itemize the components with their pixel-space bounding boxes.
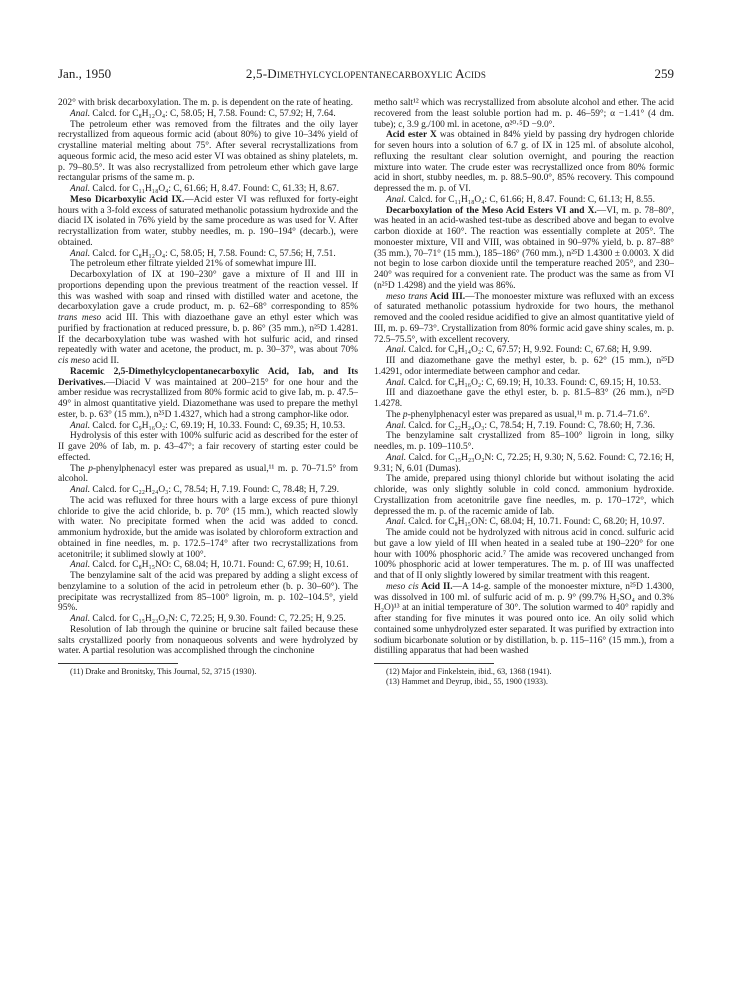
text-run: -phenylphenacyl ester was prepared as usual,¹¹ m. p. 71.4–71.6°. [407, 409, 650, 420]
text-run: Decarboxylation of the Meso Acid Esters VI and X. [386, 205, 597, 216]
paragraph [58, 431, 358, 463]
header-page-number: 259 [654, 66, 674, 81]
text-run: —VI, m. p. 78–80°, was heated in an acid-washed test-tube as described above and began to evolve carbon dioxide at 160°. The reaction was essentially complete at 205°. The monoester mixture, VII and VIII, was obtained in 90–97% yield, b. p. 87–88° (35 mm.), 70–71° (15 mm.), 185–186° (760 mm.), n²⁵D 1.4300 ± 0.0003. X did not begin to lose carbon dioxide until the temperature reached 205°, and 230–240° was required for a convenient rate. The product was the same as from VI (n²⁵D 1.4298) and the yield was 86%. [374, 205, 674, 291]
footnote-rule [58, 663, 178, 664]
paragraph [58, 120, 358, 185]
right-column-body [374, 98, 674, 657]
paragraph [374, 378, 674, 389]
footnote-rule [374, 663, 494, 664]
text-run: 202° with brisk decarboxylation. The m. p. is dependent on the rate of heating. [58, 98, 353, 108]
text-run: p [88, 463, 93, 474]
header-running-title: 2,5-Dimethylcyclopentanecarboxylic Acids [245, 66, 487, 81]
text-run: p [402, 409, 408, 420]
text-run: Anal. [70, 248, 91, 259]
text-run: meso trans [386, 291, 428, 302]
text-run: The benzylamine salt of the acid was prepared by adding a slight excess of benzylamine to a solution of the acid in petroleum ether (b. p. 30–60°). The precipitate was recrystallized from 85–100° ligroin, m. p. 102–104.5°, yield 95%. [58, 571, 358, 614]
text-run: The [70, 463, 89, 474]
paragraph [374, 453, 674, 475]
paragraph [58, 98, 358, 109]
paragraph [58, 184, 358, 195]
text-run: III and diazomethane gave the methyl ester, b. p. 62° (15 mm.), n²⁵D 1.4291, odor intermediate between camphor and cedar. [374, 356, 674, 377]
footnote: (11) Drake and Bronitsky, This Journal, 52, 3715 (1930). [70, 667, 257, 676]
paragraph [58, 421, 358, 432]
text-run: trans meso [58, 313, 102, 323]
text-run: Racemic 2,5-Dimethylcyclopentanecarboxylic Acid, Iab, and Its Derivatives. [58, 366, 358, 388]
text-run: Meso Dicarboxylic Acid IX. [70, 194, 185, 205]
paragraph [58, 249, 358, 260]
text-run: acid II. [90, 356, 119, 366]
paragraph [374, 474, 674, 517]
paragraph [58, 464, 358, 486]
text-run: -phenylphenacyl ester was prepared as usual,¹¹ m. p. 70–71.5° from alcohol. [58, 463, 358, 485]
text-run: Anal. [386, 517, 407, 528]
text-run: was obtained in 84% yield by passing dry hydrogen chloride for seven hours into a solution of 6.7 g. of IX in 125 ml. of absolute alcohol, refluxing the resultant clear solution overnight, and pouring the reaction mixture into water. The crude ester was recrystallized once from 80% formic acid in short, stubby needles, m. p. 88.5–90.0°, 85% recovery. This compound depressed the m. p. of VI. [374, 130, 674, 194]
paragraph [374, 356, 674, 378]
text-run: Anal. [386, 194, 407, 205]
text-run: Calcd. for C₁₅H₂₃O₂N: C, 72.25; H, 9.30. Found: C, 72.25; H, 9.25. [90, 614, 346, 624]
text-run: The petroleum ether filtrate yielded 21% of somewhat impure III. [70, 259, 317, 270]
paragraph [58, 560, 358, 571]
left-column [58, 98, 358, 953]
paragraph [374, 517, 674, 528]
text-run: meso cis [386, 581, 419, 592]
paragraph [374, 130, 674, 195]
text-run: Resolution of Iab through the quinine or brucine salt failed because these salts crystallized poorly from nonaqueous solvents and were hydrolyzed by water. A partial resolution was accomplished through the cinchonine [58, 624, 358, 657]
text-run: Calcd. for C₉H₁₆O₂: C, 69.19; H, 10.33. Found: C, 69.35; H, 10.53. [90, 420, 346, 431]
text-run: Anal. [70, 184, 91, 194]
footnote: (13) Hammet and Deyrup, ibid., 55, 1900 (1933). [386, 677, 548, 686]
text-run: Anal. [70, 560, 91, 571]
text-run: The petroleum ether was removed from the filtrates and the oily layer recrystallized from aqueous formic acid (about 80%) to give 10–34% yield of crystalline material melting about 75°. After several recrystallizations from aqueous formic acid, the meso acid ester VI was obtained as shiny platelets, m. p. 79–80.5°. It was also recrystallized from petroleum ether which gave large rectangular prisms of the same m. p. [58, 119, 358, 184]
text-run: Anal. [386, 345, 407, 356]
paragraph [58, 625, 358, 657]
text-run: III and diazoethane gave the ethyl ester, b. p. 81.5–83° (26 mm.), n²⁵D 1.4278. [374, 388, 674, 409]
paragraph [374, 410, 674, 421]
text-run: Calcd. for C₉H₁₆O₂: C, 69.19; H, 10.33. Found: C, 69.15; H, 10.53. [406, 377, 662, 388]
paragraph [374, 528, 674, 582]
paragraph [58, 367, 358, 421]
paragraph [374, 98, 674, 130]
text-run: metho salt¹² which was recrystallized from absolute alcohol and ether. The acid recovered from the least soluble portion had m. p. 46–59°; α −1.41° (4 dm. tube); c, 3.9 g./100 ml. in acetone, α²⁰·⁵D −9.0°. [374, 98, 674, 130]
paragraph [374, 195, 674, 206]
paragraph [58, 485, 358, 496]
text-run: acid III. This with diazoethane gave an ethyl ester which was purified by fractionation at reduced pressure, b. p. 86° (35 mm.), n²⁵D 1.4281. If the decarboxylation tube was washed with hot sulfuric acid, and rinsed repeatedly with water and acetone, the product, m. p. 30–37°, was about 70% [58, 313, 358, 356]
text-run: Hydrolysis of this ester with 100% sulfuric acid as described for the ester of II gave 20% of Iab, m. p. 43–47°; a fair recovery of starting ester could be effected. [58, 431, 358, 463]
text-run: The amide, prepared using thionyl chloride but without isolating the acid chloride, was only slightly soluble in cold concd. ammonium hydroxide. Crystallization from acetonitrile gave fine needles, m. p. 170–172°, which depressed the m. p. of the racemic amide of Iab. [374, 474, 674, 517]
text-run: The benzylamine salt crystallized from 85–100° ligroin in long, silky needles, m. p. 109–110.5°. [374, 431, 674, 452]
text-run: cis meso [58, 356, 91, 366]
text-run: Anal. [70, 420, 91, 431]
text-run: —Acid ester VI was refluxed for forty-eight hours with a 3-fold excess of saturated methanolic potassium hydroxide and the diacid IX isolated in 76% yield by the same procedure as was used for V. After recrystallization from water, stubby needles, m. p. 190–194° (decarb.), were obtained. [58, 194, 358, 248]
text-run: Anal. [386, 420, 407, 431]
text-run: Calcd. for C₈H₁₂O₄: C, 58.05; H, 7.58. Found: C, 57.92; H, 7.64. [90, 108, 336, 119]
text-run: Calcd. for C₂₂H₂₄O₃: C, 78.54; H, 7.19. Found: C, 78.48; H, 7.29. [90, 485, 339, 495]
text-run: The acid was refluxed for three hours with a large excess of pure thionyl chloride to give the acid chloride, b. p. 70° (15 mm.), which reacted slowly with water. No precipitate formed when the acid was added to concd. ammonium hydroxide, but the amide was isolated by chloroform extraction and obtained in fine needles, m. p. 172.5–174° after two recrystallizations from acetonitrile; it sublimed slowly at 100°. [58, 495, 358, 560]
text-run: Calcd. for C₈H₁₂O₄: C, 58.05; H, 7.58. Found: C, 57.56; H, 7.51. [90, 248, 336, 259]
paragraph [58, 109, 358, 120]
text-run: —The monoester mixture was refluxed with an excess of saturated methanolic potassium hydroxide for two hours, the methanol removed and the cooled residue acidified to give an almost quantitative yield of III, m. p. 69–73°. Crystallization from 80% formic acid gave shiny scales, m. p. 72.5–75.5°, with excellent recovery. [374, 291, 674, 345]
text-run: Calcd. for C₈H₁₅ON: C, 68.04; H, 10.71. Found: C, 68.20; H, 10.97. [406, 517, 665, 528]
footnote: (12) Major and Finkelstein, ibid., 63, 1368 (1941). [386, 667, 552, 676]
text-run: Anal. [70, 108, 91, 119]
text-run: —Diacid V was maintained at 200–215° for one hour and the amber residue was recrystallized from 80% formic acid to give Iab, m. p. 47.5–49° in almost quantitative yield. Diazomethane was used to prepare the methyl ester, b. p. 63° (15 mm.), n²⁵D 1.4327, which had a strong camphor-like odor. [58, 377, 358, 420]
text-run: The [386, 409, 403, 420]
paragraph [374, 582, 674, 657]
paragraph [58, 259, 358, 270]
paragraph [58, 614, 358, 625]
paragraph [374, 292, 674, 346]
left-footnotes [58, 667, 358, 677]
text-run: Anal. [70, 485, 91, 495]
text-run: Anal. [386, 377, 407, 388]
text-run: Calcd. for C₂₂H₂₄O₃: C, 78.54; H, 7.19. Found: C, 78.60; H, 7.36. [406, 420, 655, 431]
paragraph [58, 571, 358, 614]
paragraph [374, 206, 674, 292]
text-run: Decarboxylation of IX at 190–230° gave a mixture of II and III in proportions depending upon the previous treatment of the reaction vessel. If this was washed with soap and rinsed with distilled water and acetone, the decarboxylation gave a crude product, m. p. 62–68° corresponding to 85% [58, 270, 358, 313]
left-column-body [58, 98, 358, 657]
text-run: Calcd. for C₁₁H₁₈O₄: C, 61.66; H, 8.47. Found: C, 61.13; H, 8.55. [406, 194, 655, 205]
paragraph [58, 195, 358, 249]
paragraph [374, 421, 674, 432]
paragraph [58, 496, 358, 561]
text-run: Anal. [386, 452, 407, 463]
text-run: The amide could not be hydrolyzed with nitrous acid in concd. sulfuric acid but gave a low yield of III when heated in a sealed tube at 190–220° for one hour with 100% phosphoric acid.⁷ The amide was recovered unchanged from 100% phosphoric acid at lower temperatures. The m. p. of III was unaffected and that of II only slightly lowered by similar treatment with this reagent. [374, 528, 674, 581]
text-run: Calcd. for C₁₅H₂₃O₂N: C, 72.25; H, 9.30; N, 5.62. Found: C, 72.16; H, 9.31; N, 6.01 (Dumas). [374, 452, 674, 474]
running-header [58, 66, 674, 86]
text-run: Acid ester X [386, 130, 437, 141]
paragraph [374, 388, 674, 410]
text-run: Calcd. for C₁₁H₁₈O₄: C, 61.66; H, 8.47. Found: C, 61.33; H, 8.67. [90, 184, 339, 194]
text-run: Calcd. for C₈H₁₄O₂: C, 67.57; H, 9.92. Found: C, 67.68; H, 9.99. [406, 345, 652, 356]
paragraph [374, 345, 674, 356]
text-run: Acid II. [418, 581, 453, 592]
right-column [374, 98, 674, 953]
text-run: Acid III. [427, 291, 466, 302]
text-run: Calcd. for C₈H₁₅NO: C, 68.04; H, 10.71. Found: C, 67.99; H, 10.61. [90, 560, 349, 571]
right-footnotes [374, 667, 674, 687]
text-run: Anal. [70, 614, 91, 624]
paragraph [374, 431, 674, 453]
paragraph [58, 270, 358, 367]
text-run: —A 14-g. sample of the monoester mixture, n²⁵D 1.4300, was dissolved in 100 ml. of sulfuric acid of m. p. 9° (99.7% H₂SO₄ and 0.3% H₂O)¹³ at an initial temperature of 30°. The solution warmed to 40° rapidly and after standing for five minutes it was poured onto ice. An oily solid which contained some unhydrolyzed ester separated. It was purified by extraction into sodium bicarbonate solution or by distillation, b. p. 115–116° (15 mm.), from a distilling apparatus that had been washed [374, 581, 674, 657]
header-date: Jan., 1950 [58, 66, 112, 81]
